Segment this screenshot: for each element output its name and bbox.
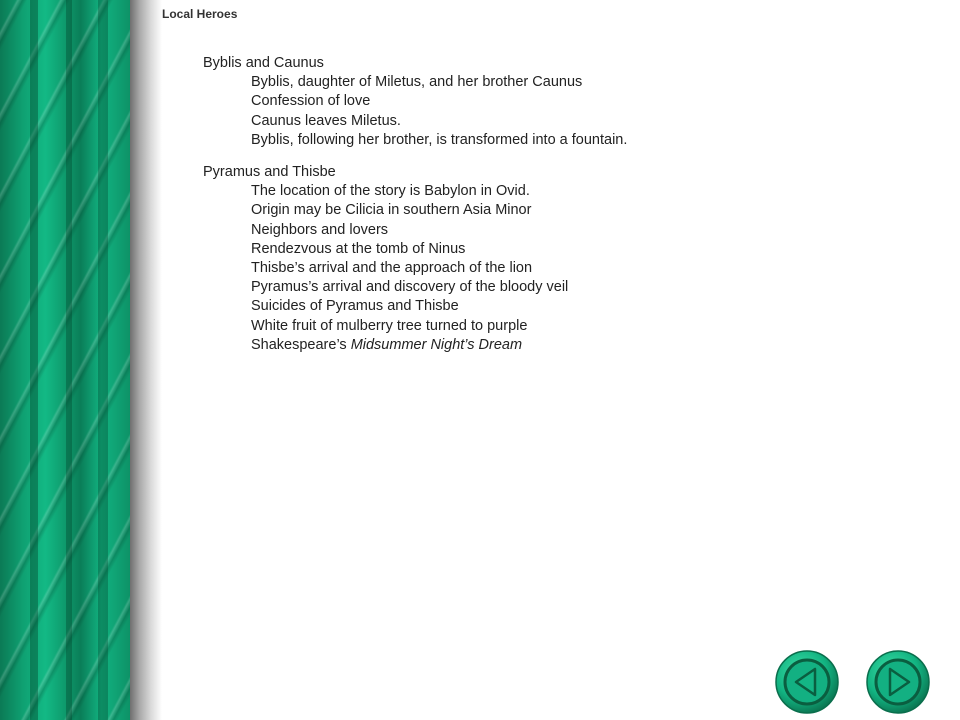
- list-item: Byblis, following her brother, is transformed into a fountain.: [251, 131, 628, 148]
- list-item: White fruit of mulberry tree turned to purple: [251, 317, 528, 334]
- triangle-right-icon: [866, 650, 930, 714]
- section-title: Pyramus and Thisbe: [203, 164, 336, 181]
- slide-content: [203, 54, 923, 368]
- list-item: Caunus leaves Miletus.: [251, 112, 401, 129]
- list-item-italic: Midsummer Night’s Dream: [350, 336, 523, 353]
- section-title: Byblis and Caunus: [203, 55, 324, 71]
- section-byblis-caunus: [203, 54, 923, 150]
- list-item: Thisbe’s arrival and the approach of the lion: [251, 260, 533, 277]
- decorative-stripes: [0, 0, 130, 720]
- list-item: Suicides of Pyramus and Thisbe: [251, 298, 459, 315]
- side-shadow: [130, 0, 162, 720]
- list-item-text: Shakespeare’s: [251, 336, 351, 353]
- column-shade: [66, 0, 72, 720]
- column-shade: [30, 0, 38, 720]
- page-title: Local Heroes: [162, 7, 238, 21]
- decorative-side-band: [0, 0, 130, 720]
- list-item: Pyramus’s arrival and discovery of the bloody veil: [251, 279, 569, 296]
- triangle-left-icon: [775, 650, 839, 714]
- list-item: The location of the story is Babylon in Ovid.: [251, 183, 530, 200]
- list-item: Confession of love: [251, 93, 371, 110]
- list-item: [203, 336, 923, 355]
- list-item: Byblis, daughter of Miletus, and her brother Caunus: [251, 74, 583, 91]
- next-button[interactable]: [866, 650, 930, 714]
- section-pyramus-thisbe: [203, 163, 923, 355]
- previous-button[interactable]: [775, 650, 839, 714]
- column-shade: [98, 0, 108, 720]
- list-item: Rendezvous at the tomb of Ninus: [251, 240, 466, 257]
- list-item: Origin may be Cilicia in southern Asia Minor: [251, 202, 532, 219]
- list-item: Neighbors and lovers: [251, 221, 389, 238]
